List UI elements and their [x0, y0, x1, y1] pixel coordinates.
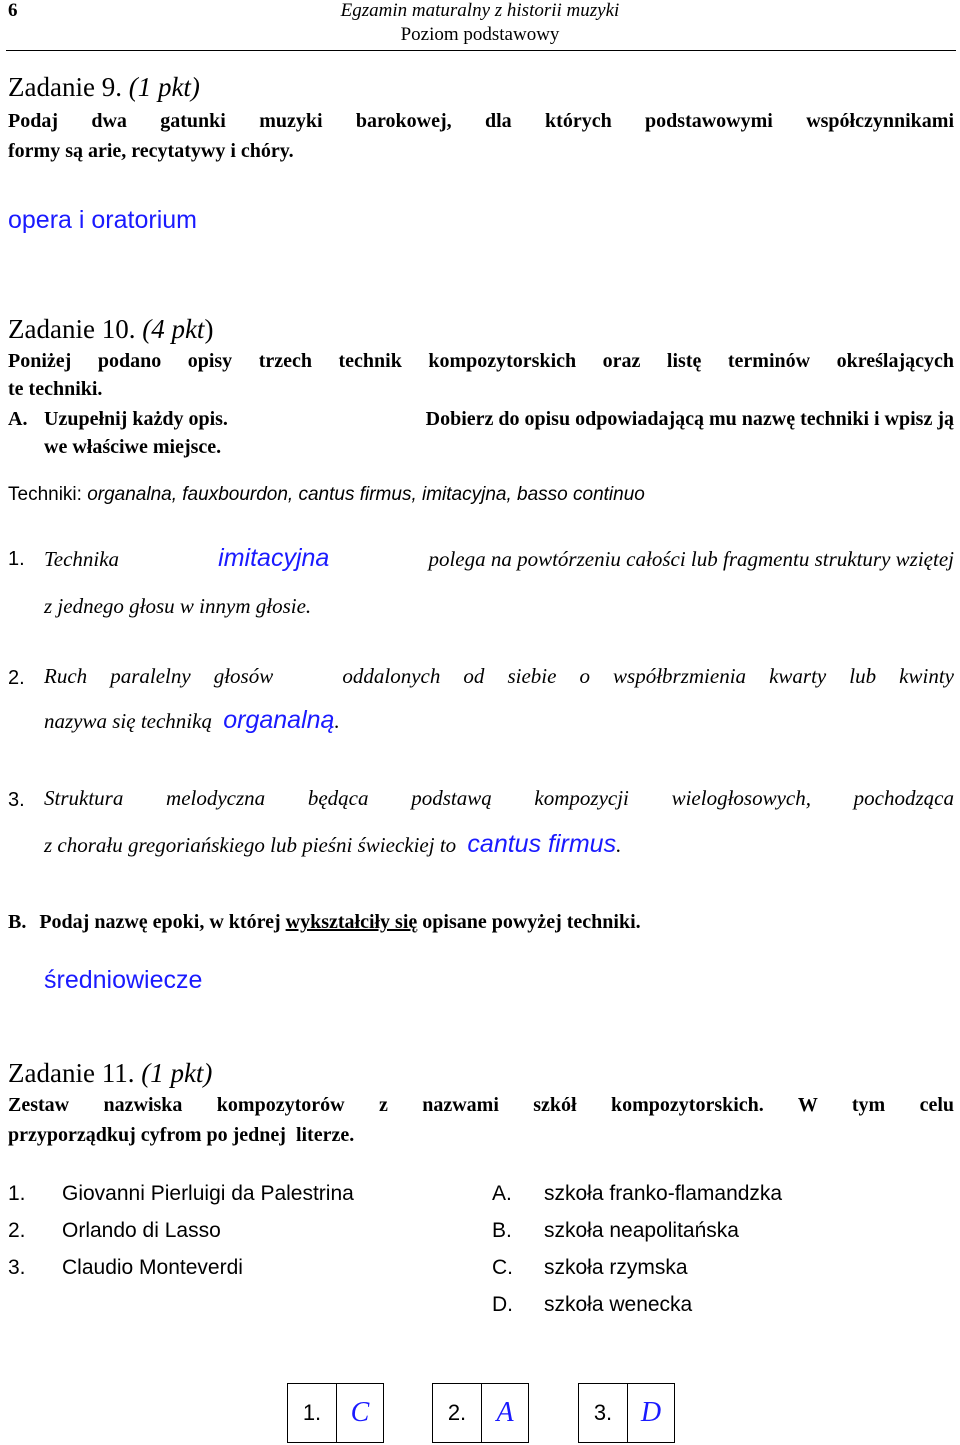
- header-subtitle: Poziom podstawowy: [400, 24, 560, 45]
- page-number: 6: [8, 0, 18, 21]
- answer-box-letter[interactable]: [627, 1383, 675, 1443]
- task11-question-line2: przyporządkuj cyfrom po jednej literze.: [8, 1124, 355, 1146]
- header-rule: [6, 50, 956, 51]
- task9-points: (1 pkt): [128, 72, 200, 102]
- task10-intro-line2: te techniki.: [8, 378, 103, 400]
- task11-question-line1: Zestaw nazwiska kompozytorów z nazwami szkół kompozytorskich. W tym celu: [8, 1094, 954, 1116]
- school-letter: D.: [492, 1293, 513, 1316]
- item1-number: 1.: [8, 548, 25, 570]
- partB-answer: średniowiecze: [44, 966, 203, 994]
- task10-partB: [8, 911, 641, 934]
- item2-line2: [44, 706, 340, 735]
- school-name: szkoła neapolitańska: [544, 1219, 739, 1242]
- task10-partA-line2: we właściwe miejsce.: [44, 436, 222, 458]
- item3-answer: cantus firmus: [467, 830, 617, 858]
- item2-post: .: [334, 709, 340, 733]
- task11-points: (1 pkt): [141, 1058, 213, 1088]
- item2-line1: Ruch paralelny głosów oddalonych od siebie o współbrzmienia kwarty lub kwinty: [44, 664, 954, 688]
- item1-line1: [44, 544, 954, 573]
- partB-label: B.: [8, 911, 27, 933]
- task10-title-text: Zadanie 10.: [8, 314, 136, 344]
- answer-box-number: [578, 1383, 628, 1443]
- answer-box-ans: A: [496, 1397, 514, 1428]
- task10-points-close: ): [204, 314, 214, 344]
- item3-post: .: [616, 833, 622, 857]
- techniques-label: Techniki:: [8, 484, 82, 505]
- item1-answer: imitacyjna: [218, 544, 330, 572]
- task9-title-text: Zadanie 9.: [8, 72, 122, 102]
- task10-techniques: [8, 484, 645, 506]
- answer-box-ans: C: [350, 1397, 370, 1428]
- item2-answer: organalną: [223, 706, 335, 734]
- task9-question-line1: Podaj dwa gatunki muzyki barokowej, dla których podstawowymi współczynnikami: [8, 110, 954, 132]
- item3-line2: [44, 830, 621, 859]
- item2-number: 2.: [8, 667, 25, 689]
- answer-box-number: [287, 1383, 337, 1443]
- composer-name: Orlando di Lasso: [62, 1219, 221, 1242]
- task11-title-text: Zadanie 11.: [8, 1058, 135, 1088]
- school-letter: B.: [492, 1219, 512, 1242]
- item3-pre: z chorału gregoriańskiego lub pieśni świeckiej to: [44, 833, 457, 857]
- school-letter: C.: [492, 1256, 513, 1279]
- task10-partA-line1: [44, 408, 954, 431]
- task9-question-line2: formy są arie, recytatywy i chóry.: [8, 140, 294, 162]
- composer-name: Giovanni Pierluigi da Palestrina: [62, 1182, 354, 1205]
- techniques-list: organalna, fauxbourdon, cantus firmus, imitacyjna, basso continuo: [87, 484, 645, 505]
- task10-partA-line1-b: Dobierz do opisu odpowiadającą mu nazwę techniki i wpisz ją: [425, 408, 954, 430]
- answer-box-num: 1.: [302, 1400, 322, 1425]
- item1-line2: z jednego głosu w innym głosie.: [44, 594, 312, 618]
- task10-title: [8, 314, 213, 345]
- answer-box-num: 3.: [593, 1400, 613, 1425]
- answer-box-num: 2.: [447, 1400, 467, 1425]
- task10-partA-line1-a: Uzupełnij każdy opis.: [44, 408, 228, 430]
- task11-title: [8, 1058, 212, 1089]
- item1-pre: Technika: [44, 547, 120, 571]
- task10-intro-line1: Poniżej podano opisy trzech technik kompozytorskich oraz listę terminów określających: [8, 350, 954, 372]
- item3-line1: Struktura melodyczna będąca podstawą kompozycji wielogłosowych, pochodząca: [44, 786, 954, 810]
- partB-post: opisane powyżej techniki.: [422, 911, 641, 933]
- composer-row: [8, 1182, 26, 1206]
- composer-num: 1.: [8, 1182, 26, 1205]
- partB-pre: Podaj nazwę epoki, w której: [39, 911, 281, 933]
- school-name: szkoła wenecka: [544, 1293, 693, 1316]
- composer-num: 3.: [8, 1256, 26, 1279]
- item2-pre: nazywa się techniką: [44, 709, 212, 733]
- task9-title: [8, 72, 200, 103]
- school-name: szkoła rzymska: [544, 1256, 688, 1279]
- item1-post: polega na powtórzeniu całości lub fragmentu struktury wziętej: [428, 547, 954, 571]
- answer-box-number: [432, 1383, 482, 1443]
- header-title: Egzamin maturalny z historii muzyki: [340, 0, 620, 21]
- answer-box-letter[interactable]: [336, 1383, 384, 1443]
- answer-box-ans: D: [640, 1397, 662, 1428]
- composer-name: Claudio Monteverdi: [62, 1256, 243, 1279]
- school-name: szkoła franko-flamandzka: [544, 1182, 783, 1205]
- item3-number: 3.: [8, 789, 25, 811]
- task9-answer: opera i oratorium: [8, 206, 197, 234]
- task10-points: (4 pkt: [142, 314, 205, 344]
- composer-num: 2.: [8, 1219, 26, 1242]
- task10-partA-label: A.: [8, 408, 28, 430]
- answer-box-letter[interactable]: [481, 1383, 529, 1443]
- school-letter: A.: [492, 1182, 512, 1205]
- partB-underlined: wykształciły się: [285, 911, 418, 933]
